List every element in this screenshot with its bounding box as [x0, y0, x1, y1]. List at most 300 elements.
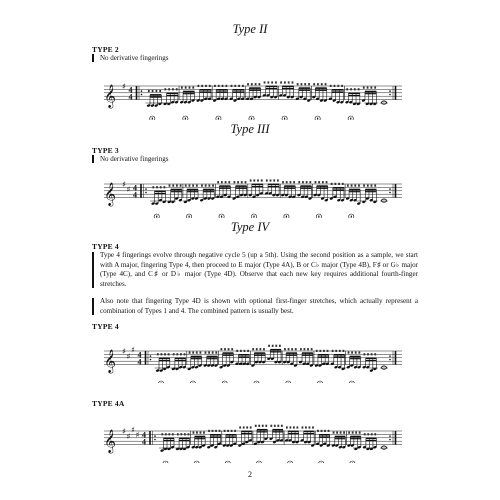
fingering-mark — [274, 425, 276, 427]
sharp-icon: ♯ — [126, 352, 131, 362]
fingering-mark — [319, 350, 321, 352]
fingering-mark — [168, 353, 170, 355]
string-indicator-mark — [318, 216, 319, 218]
fingering-mark — [367, 353, 369, 355]
fingering-mark — [307, 348, 309, 350]
type-4a-label: TYPE 4A — [92, 399, 125, 408]
type-4-paragraph-1-text: Type 4 fingerings evolve through negative cycle 5 (up a 5th). Using the second position as a sample, we start with A major, fingering Type 4, then proceed to E major (Type 4A), B or C♭ major (Type 4B), F♯ or G♭ major (Type 4C), and C♯ or D♭ major (Type 4D). Observe that each new key requires additional fourth-finger stretches. — [100, 251, 418, 288]
fingering-mark — [189, 87, 191, 89]
fingering-mark — [231, 430, 233, 432]
fingering-mark — [220, 348, 222, 350]
fingering-mark — [238, 85, 240, 87]
repeat-dot — [145, 188, 147, 190]
fingering-mark — [374, 185, 376, 187]
fingering-mark — [250, 426, 252, 428]
type-4-staff — [92, 333, 404, 383]
fingering-mark — [343, 350, 345, 352]
fingering-mark — [173, 353, 175, 355]
fingering-mark — [168, 433, 170, 435]
time-signature-bottom: 4 — [137, 357, 142, 367]
repeat-dot — [389, 435, 391, 437]
fingering-mark — [343, 432, 345, 434]
type-3-staff — [92, 168, 404, 218]
fingering-mark — [177, 433, 179, 435]
type-4-paragraph-2 — [92, 297, 418, 316]
fingering-mark — [270, 425, 272, 427]
fingering-mark — [192, 87, 194, 89]
treble-clef-icon: 𝄞 — [104, 428, 116, 453]
fingering-mark — [297, 83, 299, 85]
fingering-mark — [363, 185, 365, 187]
fingering-mark — [315, 181, 317, 183]
fingering-mark — [227, 430, 229, 432]
fingering-mark — [305, 426, 307, 428]
fingering-mark — [219, 430, 221, 432]
fingering-mark — [247, 350, 249, 352]
string-indicator-mark — [156, 216, 157, 218]
fingering-mark — [203, 432, 205, 434]
treble-clef-icon: 𝄞 — [104, 348, 116, 373]
time-signature-top: 4 — [142, 430, 146, 440]
fingering-mark — [364, 353, 366, 355]
fingering-mark — [341, 85, 343, 87]
section-title-type-iii: Type III — [230, 122, 270, 136]
fingering-mark — [370, 87, 372, 89]
fingering-mark — [288, 348, 290, 350]
string-indicator-mark — [284, 118, 285, 120]
fingering-mark — [325, 83, 327, 85]
fingering-mark — [338, 183, 340, 185]
fingering-mark — [181, 87, 183, 89]
fingering-mark — [317, 83, 319, 85]
fingering-mark — [156, 186, 158, 188]
treble-clef-icon: 𝄞 — [104, 181, 116, 206]
fingering-mark — [258, 425, 260, 427]
string-indicator-mark — [351, 216, 352, 218]
repeat-dot — [389, 90, 391, 92]
sharp-icon: ♯ — [126, 185, 131, 195]
fingering-mark — [350, 88, 352, 90]
fingering-mark — [184, 433, 186, 435]
fingering-mark — [251, 83, 253, 85]
fingering-mark — [374, 433, 376, 435]
section-title-type-ii: Type II — [232, 22, 268, 36]
repeat-dot — [389, 359, 391, 361]
fingering-mark — [245, 181, 247, 183]
whole-note — [382, 446, 387, 449]
fingering-mark — [208, 352, 210, 354]
fingering-mark — [371, 353, 373, 355]
fingering-mark — [205, 352, 207, 354]
fingering-mark — [189, 352, 191, 354]
fingering-mark — [334, 183, 336, 185]
fingering-mark — [262, 425, 264, 427]
margin-bar-icon — [92, 298, 94, 315]
fingering-mark — [224, 430, 226, 432]
fingering-mark — [306, 181, 308, 183]
fingering-mark — [180, 433, 182, 435]
string-indicator-mark — [152, 118, 153, 120]
fingering-mark — [298, 181, 300, 183]
fingering-mark — [279, 345, 281, 347]
fingering-mark — [301, 83, 303, 85]
type-2-staff — [92, 70, 404, 120]
fingering-mark — [291, 348, 293, 350]
fingering-mark — [255, 83, 257, 85]
fingering-mark — [236, 350, 238, 352]
margin-bar-icon — [92, 155, 94, 163]
fingering-mark — [275, 345, 277, 347]
fingering-mark — [337, 85, 339, 87]
fingering-mark — [265, 425, 267, 427]
fingering-mark — [224, 348, 226, 350]
string-indicator-mark — [218, 118, 219, 120]
sharp-icon: ♯ — [131, 345, 135, 355]
fingering-mark — [218, 85, 220, 87]
string-indicator-mark — [253, 216, 254, 218]
fingering-mark — [286, 181, 288, 183]
repeat-dot — [389, 94, 391, 96]
fingering-mark — [214, 85, 216, 87]
type-3-note — [92, 155, 168, 163]
section-title-type-iv: Type IV — [230, 220, 270, 234]
fingering-mark — [354, 88, 356, 90]
fingering-mark — [266, 179, 268, 181]
type-3-note-text: No derivative fingerings — [100, 155, 169, 163]
repeat-dot — [150, 359, 152, 361]
fingering-mark — [335, 350, 337, 352]
fingering-mark — [271, 81, 273, 83]
type-4-label: TYPE 4 — [92, 322, 119, 331]
fingering-mark — [281, 425, 283, 427]
fingering-mark — [317, 430, 319, 432]
fingering-mark — [355, 352, 357, 354]
fingering-mark — [247, 83, 249, 85]
fingering-mark — [322, 181, 324, 183]
fingering-mark — [367, 185, 369, 187]
fingering-mark — [192, 185, 194, 187]
fingering-mark — [302, 426, 304, 428]
fingering-mark — [169, 185, 171, 187]
fingering-mark — [196, 185, 198, 187]
fingering-mark — [152, 186, 154, 188]
fingering-mark — [205, 185, 207, 187]
fingering-mark — [284, 81, 286, 83]
fingering-mark — [172, 185, 174, 187]
type-4a-staff — [92, 413, 404, 463]
sharp-icon: ♯ — [122, 82, 126, 91]
fingering-mark — [243, 426, 245, 428]
fingering-mark — [333, 432, 335, 434]
string-indicator-mark — [189, 216, 190, 218]
fingering-mark — [196, 432, 198, 434]
fingering-mark — [244, 350, 246, 352]
string-indicator-mark — [286, 216, 287, 218]
fingering-mark — [164, 186, 166, 188]
fingering-mark — [374, 87, 376, 89]
fingering-mark — [324, 430, 326, 432]
fingering-mark — [225, 181, 227, 183]
fingering-mark — [237, 181, 239, 183]
fingering-mark — [302, 181, 304, 183]
fingering-mark — [293, 181, 295, 183]
fingering-mark — [239, 426, 241, 428]
fingering-mark — [336, 432, 338, 434]
fingering-mark — [231, 348, 233, 350]
fingering-mark — [228, 348, 230, 350]
fingering-mark — [161, 353, 163, 355]
sharp-icon: ♯ — [122, 347, 126, 356]
whole-note — [382, 366, 387, 369]
fingering-mark — [208, 430, 210, 432]
fingering-mark — [253, 179, 255, 181]
fingering-mark — [212, 185, 214, 187]
fingering-mark — [221, 181, 223, 183]
fingering-mark — [161, 433, 163, 435]
fingering-mark — [242, 85, 244, 87]
fingering-mark — [358, 185, 360, 187]
repeat-dot — [389, 439, 391, 441]
fingering-mark — [200, 432, 202, 434]
fingering-mark — [270, 179, 272, 181]
fingering-mark — [215, 430, 217, 432]
fingering-mark — [295, 348, 297, 350]
fingering-mark — [300, 348, 302, 350]
fingering-mark — [172, 433, 174, 435]
fingering-mark — [346, 88, 348, 90]
repeat-dot — [150, 355, 152, 357]
type-3-label: TYPE 3 — [92, 146, 119, 155]
repeat-dot — [154, 435, 156, 437]
fingering-mark — [321, 83, 323, 85]
fingering-mark — [313, 83, 315, 85]
fingering-mark — [164, 88, 166, 90]
fingering-mark — [293, 426, 295, 428]
fingering-mark — [176, 353, 178, 355]
fingering-mark — [261, 179, 263, 181]
fingering-mark — [176, 185, 178, 187]
fingering-mark — [259, 83, 261, 85]
fingering-mark — [205, 85, 207, 87]
fingering-mark — [282, 181, 284, 183]
fingering-mark — [327, 350, 329, 352]
fingering-mark — [165, 433, 167, 435]
time-signature-top: 4 — [133, 183, 137, 193]
fingering-mark — [309, 181, 311, 183]
fingering-mark — [196, 352, 198, 354]
fingering-mark — [199, 352, 201, 354]
fingering-mark — [257, 179, 259, 181]
fingering-mark — [208, 185, 210, 187]
fingering-mark — [198, 85, 200, 87]
fingering-mark — [180, 185, 182, 187]
fingering-mark — [292, 81, 294, 83]
fingering-mark — [284, 348, 286, 350]
fingering-mark — [328, 430, 330, 432]
fingering-mark — [339, 350, 341, 352]
fingering-mark — [371, 433, 373, 435]
fingering-mark — [332, 350, 334, 352]
fingering-mark — [201, 185, 203, 187]
fingering-mark — [288, 81, 290, 83]
fingering-mark — [160, 186, 162, 188]
fingering-mark — [334, 85, 336, 87]
fingering-mark — [240, 350, 242, 352]
string-indicator-mark — [251, 118, 252, 120]
fingering-mark — [164, 353, 166, 355]
string-indicator-mark — [221, 216, 222, 218]
type-4-paragraph-1 — [92, 251, 418, 289]
fingering-mark — [259, 348, 261, 350]
repeat-dot — [389, 188, 391, 190]
repeat-dot — [145, 192, 147, 194]
fingering-mark — [304, 83, 306, 85]
fingering-mark — [363, 87, 365, 89]
time-signature-bottom: 4 — [142, 437, 146, 447]
fingering-mark — [231, 85, 233, 87]
fingering-mark — [348, 432, 350, 434]
fingering-mark — [264, 81, 266, 83]
fingering-mark — [252, 348, 254, 350]
fingering-mark — [180, 353, 182, 355]
fingering-mark — [275, 81, 277, 83]
fingering-mark — [312, 426, 314, 428]
fingering-mark — [172, 88, 174, 90]
fingering-mark — [371, 185, 373, 187]
repeat-dot — [389, 355, 391, 357]
whole-note — [382, 101, 387, 104]
fingering-mark — [209, 85, 211, 87]
type-2-note-text: No derivative fingerings — [100, 54, 169, 62]
fingering-mark — [340, 432, 342, 434]
sharp-icon: ♯ — [122, 427, 126, 436]
fingering-mark — [148, 90, 150, 92]
fingering-mark — [277, 425, 279, 427]
fingering-mark — [348, 352, 350, 354]
margin-bar-icon — [92, 252, 94, 288]
whole-note — [382, 199, 387, 202]
fingering-mark — [152, 90, 154, 92]
fingering-mark — [367, 87, 369, 89]
fingering-mark — [374, 353, 376, 355]
fingering-mark — [168, 88, 170, 90]
fingering-mark — [296, 426, 298, 428]
fingering-mark — [280, 81, 282, 83]
fingering-mark — [316, 350, 318, 352]
fingering-mark — [212, 352, 214, 354]
fingering-mark — [352, 432, 354, 434]
fingering-mark — [268, 345, 270, 347]
repeat-dot — [154, 439, 156, 441]
fingering-mark — [185, 185, 187, 187]
sharp-icon: ♯ — [122, 180, 126, 189]
fingering-mark — [228, 181, 230, 183]
fingering-mark — [273, 179, 275, 181]
fingering-mark — [351, 185, 353, 187]
sharp-icon: ♯ — [126, 432, 131, 442]
fingering-mark — [255, 425, 257, 427]
fingering-mark — [326, 181, 328, 183]
fingering-mark — [155, 90, 157, 92]
fingering-mark — [215, 352, 217, 354]
fingering-mark — [246, 426, 248, 428]
repeat-dot — [141, 94, 143, 96]
fingering-mark — [309, 426, 311, 428]
type-2-label: TYPE 2 — [92, 45, 119, 54]
fingering-mark — [308, 83, 310, 85]
fingering-mark — [290, 181, 292, 183]
fingering-mark — [267, 81, 269, 83]
time-signature-top: 4 — [128, 85, 133, 95]
fingering-mark — [185, 87, 187, 89]
fingering-mark — [347, 185, 349, 187]
string-indicator-mark — [185, 118, 186, 120]
fingering-mark — [289, 426, 291, 428]
fingering-mark — [331, 183, 333, 185]
sharp-icon: ♯ — [135, 430, 140, 440]
fingering-mark — [367, 433, 369, 435]
fingering-mark — [234, 85, 236, 87]
time-signature-bottom: 4 — [133, 190, 137, 200]
fingering-mark — [157, 353, 159, 355]
repeat-dot — [141, 90, 143, 92]
fingering-mark — [321, 430, 323, 432]
treble-clef-icon: 𝄞 — [104, 83, 116, 108]
time-signature-bottom: 4 — [128, 92, 133, 102]
fingering-mark — [192, 352, 194, 354]
fingering-mark — [277, 179, 279, 181]
fingering-mark — [354, 185, 356, 187]
fingering-mark — [311, 348, 313, 350]
fingering-mark — [351, 352, 353, 354]
fingering-mark — [201, 85, 203, 87]
fingering-mark — [358, 352, 360, 354]
margin-bar-icon — [92, 54, 94, 62]
page-number: 2 — [248, 470, 252, 479]
fingering-mark — [342, 183, 344, 185]
fingering-mark — [241, 181, 243, 183]
fingering-mark — [323, 350, 325, 352]
fingering-mark — [193, 432, 195, 434]
fingering-mark — [250, 179, 252, 181]
fingering-mark — [159, 90, 161, 92]
fingering-mark — [364, 433, 366, 435]
time-signature-top: 4 — [137, 350, 142, 360]
fingering-mark — [189, 185, 191, 187]
fingering-mark — [358, 88, 360, 90]
type-4-paragraph-2-text: Also note that fingering Type 4D is shown with optional first-finger stretches, which actually represent a combination of Types 1 and 4. The combined pattern is usually best. — [100, 297, 418, 315]
string-indicator-mark — [350, 118, 351, 120]
fingering-mark — [225, 85, 227, 87]
fingering-mark — [286, 426, 288, 428]
fingering-mark — [272, 345, 274, 347]
type-4-intro-label: TYPE 4 — [92, 242, 119, 251]
fingering-mark — [256, 348, 258, 350]
fingering-mark — [355, 432, 357, 434]
fingering-mark — [330, 85, 332, 87]
fingering-mark — [263, 348, 265, 350]
repeat-dot — [389, 192, 391, 194]
fingering-mark — [222, 85, 224, 87]
fingering-mark — [359, 432, 361, 434]
fingering-mark — [318, 181, 320, 183]
fingering-mark — [176, 88, 178, 90]
string-indicator-mark — [317, 118, 318, 120]
sharp-icon: ♯ — [131, 425, 135, 435]
fingering-mark — [304, 348, 306, 350]
fingering-mark — [187, 433, 189, 435]
type-2-note — [92, 54, 168, 62]
